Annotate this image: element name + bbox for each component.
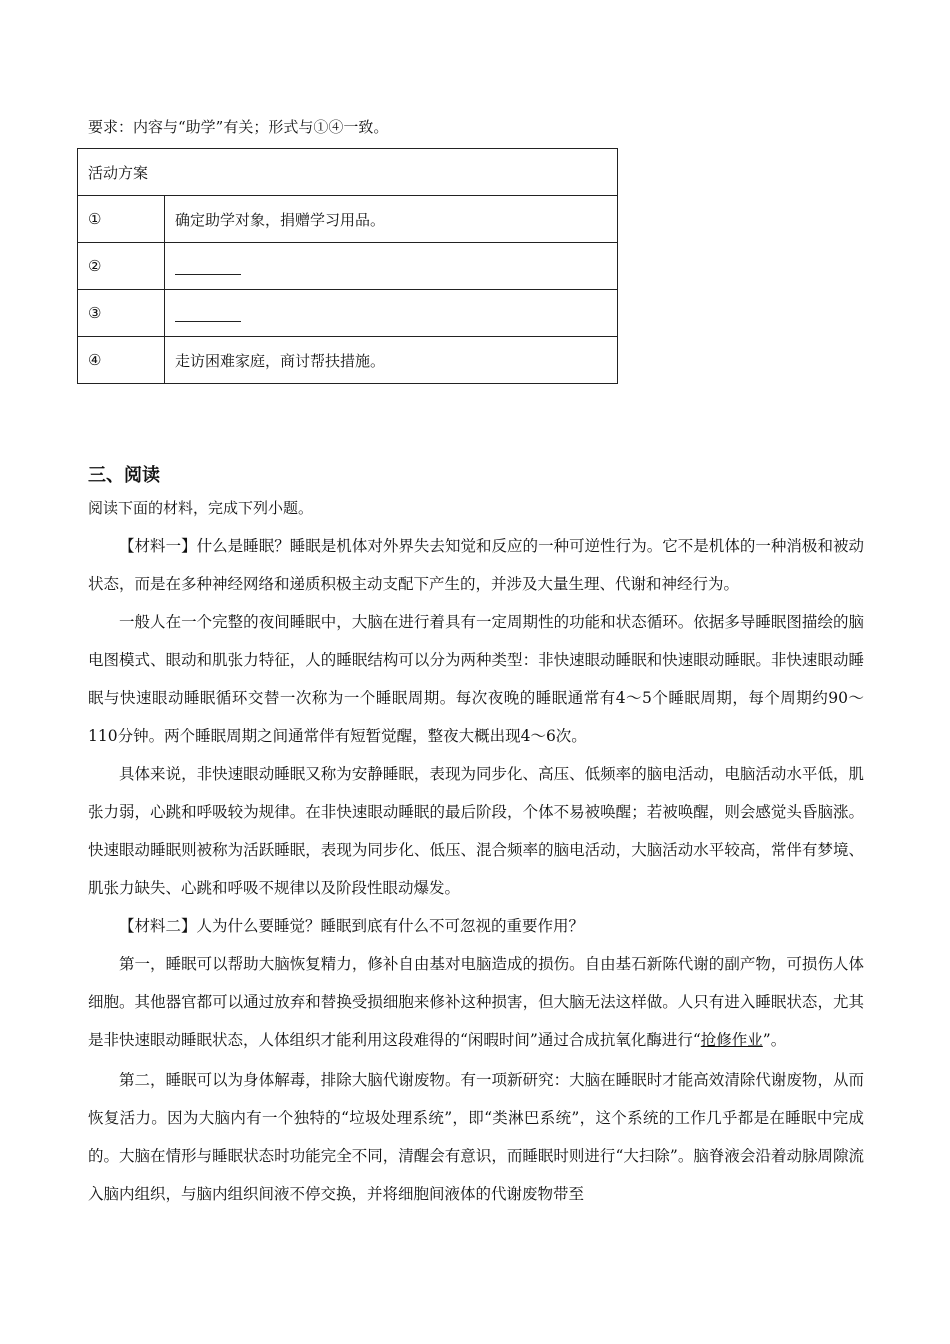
activity-plan-table — [77, 148, 618, 384]
answer-blank[interactable] — [175, 307, 241, 322]
table-row — [78, 243, 618, 290]
paragraph: 第二，睡眠可以为身体解毒，排除大脑代谢废物。有一项新研究：大脑在睡眠时才能高效清除代谢废物，从而恢复活力。因为大脑内有一个独特的“垃圾处理系统”，即“类淋巴系统”，这个系统的工作几乎都是在睡眠中完成的。大脑在情形与睡眠状态时功能完全不同，清醒会有意识，而睡眠时则进行“大扫除”。脑脊液会沿着动脉周隙流入脑内组织，与脑内组织间液不停交换，并将细胞间液体的代谢废物带至 — [88, 1071, 864, 1203]
requirement-text: 要求：内容与“助学”有关；形式与①④一致。 — [88, 118, 389, 136]
table-header: 活动方案 — [78, 149, 618, 196]
answer-blank[interactable] — [175, 260, 241, 275]
row-number: ④ — [78, 337, 165, 384]
section-intro: 阅读下面的材料，完成下列小题。 — [88, 499, 314, 517]
paragraph: 【材料二】人为什么要睡觉？睡眠到底有什么不可忽视的重要作用？ — [119, 917, 585, 935]
paragraph: 具体来说，非快速眼动睡眠又称为安静睡眠，表现为同步化、高压、低频率的脑电活动，电脑活动水平低，肌张力弱，心跳和呼吸较为规律。在非快速眼动睡眠的最后阶段，个体不易被唤醒；若被唤醒，则会感觉头昏脑涨。快速眼动睡眠则被称为活跃睡眠，表现为同步化、低压、混合频率的脑电活动，大脑活动水平较高，常伴有梦境、肌张力缺失、心跳和呼吸不规律以及阶段性眼动爆发。 — [88, 765, 864, 897]
row-number: ③ — [78, 290, 165, 337]
table-header-row — [78, 149, 618, 196]
reading-material — [88, 527, 864, 1213]
row-answer-cell[interactable] — [165, 243, 618, 290]
paragraph: 一般人在一个完整的夜间睡眠中，大脑在进行着具有一定周期性的功能和状态循环。依据多导睡眠图描绘的脑电图模式、眼动和肌张力特征，人的睡眠结构可以分为两种类型：非快速眼动睡眠和快速眼动睡眠。非快速眼动睡眠与快速眼动睡眠循环交替一次称为一个睡眠周期。每次夜晚的睡眠通常有4～5个睡眠周期，每个周期约90～110分钟。两个睡眠周期之间通常伴有短暂觉醒，整夜大概出现4～6次。 — [88, 613, 864, 745]
underlined-term: 抢修作业 — [700, 1031, 763, 1049]
row-answer-cell[interactable] — [165, 290, 618, 337]
paragraph-end: ”。 — [762, 1031, 787, 1049]
paragraph: 【材料一】什么是睡眠？睡眠是机体对外界失去知觉和反应的一种可逆性行为。它不是机体的一种消极和被动状态，而是在多种神经网络和递质积极主动支配下产生的，并涉及大量生理、代谢和神经行为。 — [88, 537, 864, 593]
row-content: 走访困难家庭，商讨帮扶措施。 — [165, 337, 618, 384]
row-number: ② — [78, 243, 165, 290]
row-number: ① — [78, 196, 165, 243]
row-content: 确定助学对象，捐赠学习用品。 — [165, 196, 618, 243]
table-row — [78, 196, 618, 243]
paragraph — [88, 945, 864, 1059]
section-title: 三、阅读 — [88, 465, 160, 486]
paragraph-text: 第一，睡眠可以帮助大脑恢复精力，修补自由基对电脑造成的损伤。自由基石新陈代谢的副产物，可损伤人体细胞。其他器官都可以通过放弃和替换受损细胞来修补这种损害，但大脑无法这样做。人只有进入睡眠状态，尤其是非快速眼动睡眠状态，人体组织才能利用这段难得的“闲暇时间”通过合成抗氧化酶进行“ — [88, 955, 864, 1049]
table-row — [78, 337, 618, 384]
table-row — [78, 290, 618, 337]
